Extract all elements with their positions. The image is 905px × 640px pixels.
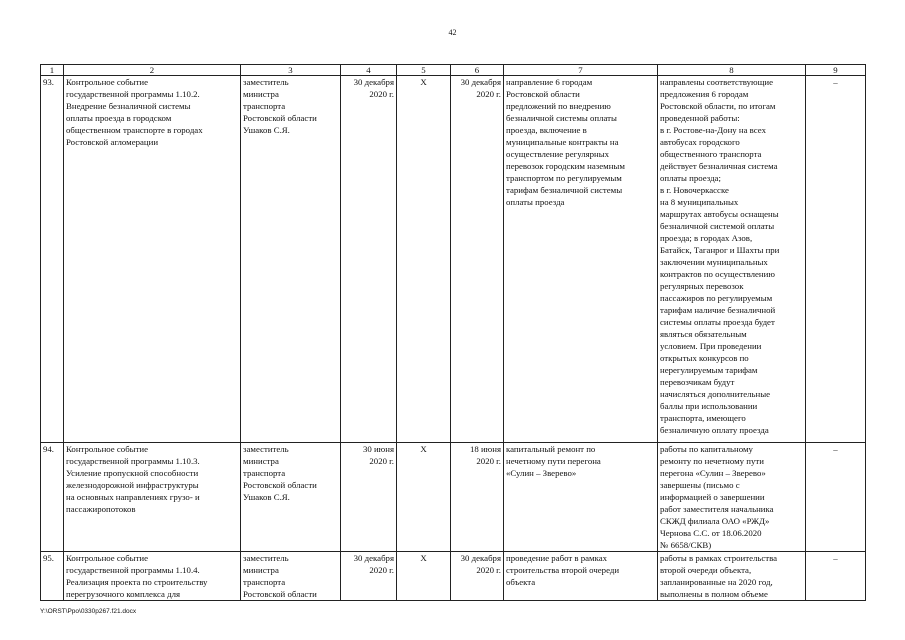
column-header: 5 [397, 65, 451, 76]
table-row [41, 76, 866, 443]
column-header: 4 [341, 65, 397, 76]
planned-result: направление 6 городам Ростовской области предложений по внедрению безналичной системы оплаты проезда, включение в муниципальные контракты на осуществление регулярных перевозок городским наземным транспортом по регулируемым тарифам безналичной системы оплаты проезда [504, 76, 658, 443]
mark-cell: X [397, 552, 451, 601]
actual-result: направлены соответствующие предложения 6 городам Ростовской области, по итогам проведенной работы: в г. Ростове-на-Дону на всех автобусах городского общественного транспорта действует безналичная система оплаты проезда; в г. Новочеркасске на 8 муниципальных маршрутах автобусы оснащены безналичной системой оплаты проезда; в городах Азов, Батайск, Таганрог и Шахты при заключении муниципальных контрактов по осуществлению регулярных перевозок пассажиров по регулируемым тарифам наличие безналичной системы оплаты проезда будет являться обязательным условием. При проведении открытых конкурсов по нерегулируемым тарифам перевозчикам будут начисляться дополнительные баллы при использовании транспорта, имеющего безналичную оплату проезда [658, 76, 806, 443]
table-row [41, 443, 866, 552]
planned-date: 30 июня 2020 г. [341, 443, 397, 552]
responsible-person: заместитель министра транспорта Ростовской области [241, 552, 341, 601]
planned-result: проведение работ в рамках строительства второй очереди объекта [504, 552, 658, 601]
table-row [41, 552, 866, 601]
column-header: 9 [806, 65, 866, 76]
note-cell: – [806, 552, 866, 601]
column-header: 3 [241, 65, 341, 76]
mark-cell: X [397, 76, 451, 443]
planned-date: 30 декабря 2020 г. [341, 552, 397, 601]
report-table [40, 64, 866, 601]
row-number: 93. [41, 76, 64, 443]
page-number: 42 [448, 28, 457, 37]
responsible-person: заместитель министра транспорта Ростовской области Ушаков С.Я. [241, 443, 341, 552]
actual-date: 18 июня 2020 г. [451, 443, 504, 552]
row-number: 94. [41, 443, 64, 552]
note-cell: – [806, 443, 866, 552]
actual-result: работы по капитальному ремонту по нечетному пути перегона «Сулин – Зверево» завершены (письмо с информацией о завершении работ заместителя начальника СКЖД филиала ОАО «РЖД» Чернова С.С. от 18.06.2020 № 6658/СКВ) [658, 443, 806, 552]
mark-cell: X [397, 443, 451, 552]
control-event: Контрольное событие государственной программы 1.10.2. Внедрение безналичной системы оплаты проезда в городском общественном транспорте в городах Ростовской агломерации [64, 76, 241, 443]
planned-result: капитальный ремонт по нечетному пути перегона «Сулин – Зверево» [504, 443, 658, 552]
file-path-footer: Y:\ORST\Ppo\0330p267.f21.docx [40, 608, 137, 615]
column-header: 7 [504, 65, 658, 76]
note-cell: – [806, 76, 866, 443]
column-header: 8 [658, 65, 806, 76]
actual-result: работы в рамках строительства второй очереди объекта, запланированные на 2020 год, выполнены в полном объеме [658, 552, 806, 601]
control-event: Контрольное событие государственной программы 1.10.3. Усиление пропускной способности железнодорожной инфраструктуры на основных направлениях грузо- и пассажиропотоков [64, 443, 241, 552]
column-header: 6 [451, 65, 504, 76]
actual-date: 30 декабря 2020 г. [451, 76, 504, 443]
row-number: 95. [41, 552, 64, 601]
column-header: 1 [41, 65, 64, 76]
responsible-person: заместитель министра транспорта Ростовской области Ушаков С.Я. [241, 76, 341, 443]
column-header: 2 [64, 65, 241, 76]
planned-date: 30 декабря 2020 г. [341, 76, 397, 443]
header-row [41, 65, 866, 76]
actual-date: 30 декабря 2020 г. [451, 552, 504, 601]
control-event: Контрольное событие государственной программы 1.10.4. Реализация проекта по строительству перегрузочного комплекса для [64, 552, 241, 601]
